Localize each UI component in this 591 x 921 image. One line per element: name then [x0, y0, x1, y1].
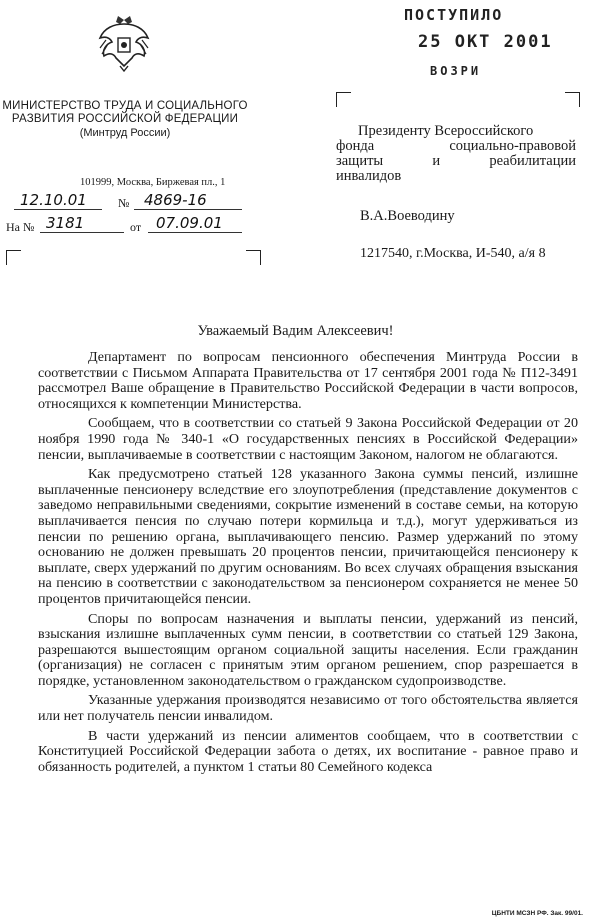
recipient-line3	[336, 154, 576, 169]
recipient-corner-mark-left	[336, 92, 351, 107]
recipient-line1: Президенту Всероссийского	[358, 123, 534, 139]
reference-from-label: от	[130, 220, 142, 234]
recipient-word: реабилитации	[489, 153, 576, 169]
reference-number-line	[40, 214, 124, 233]
paragraph: В части удержаний из пенсии алиментов сообщаем, что в соответствии с Конституцией Российской Федерации забота о детях, их воспитание - равное право и обязанность родителей, а пунктом 1 статьи 80 Семейного кодекса	[38, 727, 578, 775]
letter-body	[38, 350, 578, 779]
coat-of-arms-emblem-icon	[96, 14, 152, 72]
ministry-address: 101999, Москва, Биржевая пл., 1	[80, 177, 226, 188]
ministry-name-line1: МИНИСТЕРСТВО ТРУДА И СОЦИАЛЬНОГО	[2, 100, 248, 112]
recipient-person: В.А.Воеводину	[360, 208, 455, 224]
paragraph: Департамент по вопросам пенсионного обеспечения Минтруда России в соответствии с Письмом Аппарата Правительства от 17 сентября 2001 года № П12-3491 рассмотрел Ваше обращение в Правительство Российской Федерации в части вопросов, относящихся к компетенции Министерства.	[38, 349, 578, 412]
recipient-line2	[336, 139, 576, 154]
ministry-header	[0, 100, 250, 140]
outgoing-date: 12.10.01	[20, 191, 87, 209]
greeting: Уважаемый Вадим Алексеевич!	[197, 323, 394, 339]
ministry-short-name: (Минтруд России)	[79, 127, 171, 139]
recipient-word: фонда	[336, 138, 375, 154]
recipient-line4: инвалидов	[336, 168, 402, 184]
paragraph: Указанные удержания производятся независимо от того обстоятельства является или нет получатель пенсии инвалидом.	[38, 692, 578, 725]
stamp-date: 25 ОКТ 2001	[418, 32, 553, 52]
reference-label: На №	[6, 220, 35, 234]
left-corner-mark-left	[6, 250, 21, 265]
recipient-word: защиты	[336, 153, 384, 169]
outgoing-number: 4869-16	[144, 191, 207, 209]
outgoing-number-line	[134, 191, 242, 210]
paragraph: Как предусмотрено статьей 128 указанного Закона суммы пенсий, излишне выплаченные пенсионеру вследствие его злоупотребления (представление документов с заведомо неправильными сведениями, сокрытие изменений в составе семьи, на которую выплачивается пенсия по случаю потери кормильца и т.д.), могут удерживаться из пенсии по решению органа, выплачивающего пенсию. Размер удержаний по этому основанию не должен превышать 20 процентов пенсии, причитающейся пенсионеру к выплате, сверх удержаний по другим основаниям. Во всех случаях обращения взыскания на пенсию в соответствии с законодательством за пенсионером сохраняется не менее 50 процентов причитающейся пенсии.	[38, 466, 578, 607]
recipient-word: и	[432, 153, 441, 169]
stamp-code: ВОЗРИ	[430, 64, 482, 78]
outgoing-number-label: №	[118, 196, 130, 210]
stamp-received: ПОСТУПИЛО	[404, 6, 504, 24]
reference-number: 3181	[46, 214, 85, 232]
paragraph: Споры по вопросам назначения и выплаты пенсии, удержаний из пенсий, взыскания излишне выплаченных сумм пенсии, в соответствии со статьей 129 Закона, разрешаются вышестоящим органом социальной защиты населения. Если гражданин (организация) не согласен с принятым этим органом решением, спор разрешается в порядке, установленном законодательством о гражданском судопроизводстве.	[38, 610, 578, 689]
recipient-word: социально-правовой	[449, 138, 576, 154]
recipient-corner-mark-right	[565, 92, 580, 107]
reference-date: 07.09.01	[156, 214, 223, 232]
left-corner-mark-right	[246, 250, 261, 265]
paragraph: Сообщаем, что в соответствии со статьей 9 Закона Российской Федерации от 20 ноября 1990 года № 340-1 «О государственных пенсиях в Российской Федерации» пенсии, выплачиваемые в соответствии с настоящим Законом, налогом не облагаются.	[38, 415, 578, 463]
reference-date-line	[148, 214, 242, 233]
outgoing-date-line	[14, 191, 102, 210]
recipient-address: 1217540, г.Москва, И-540, а/я 8	[360, 246, 546, 261]
recipient-block	[336, 124, 576, 184]
print-footer: ЦБНТИ МСЗН РФ. Зак. 99/01.	[491, 910, 583, 917]
ministry-name-line2: РАЗВИТИЯ РОССИЙСКОЙ ФЕДЕРАЦИИ	[11, 113, 239, 125]
